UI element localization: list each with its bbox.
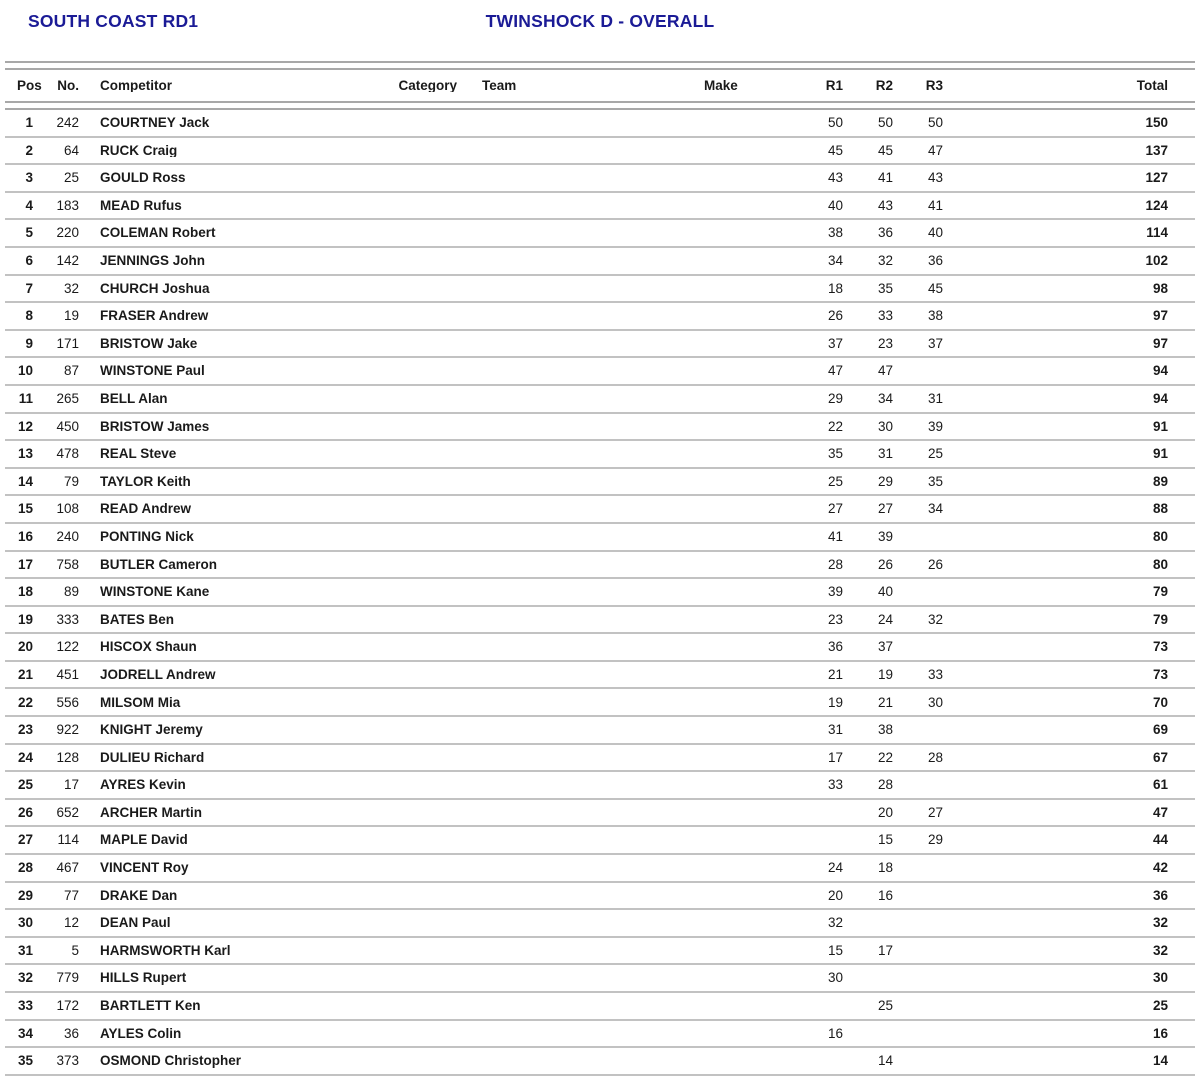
cell-competitor: AYRES Kevin (100, 778, 186, 792)
cell-r1: 34 (827, 254, 843, 268)
cell-no: 922 (56, 723, 79, 737)
cell-r3: 50 (927, 116, 943, 130)
cell-r1: 24 (827, 861, 843, 875)
cell-no: 17 (63, 778, 79, 792)
cell-competitor: VINCENT Roy (100, 861, 189, 875)
cell-pos: 9 (25, 336, 33, 351)
cell-r2: 30 (877, 419, 893, 434)
cell-pos: 31 (17, 943, 33, 958)
cell-r3: 30 (927, 695, 943, 710)
cell-pos: 20 (17, 640, 33, 654)
cell-r3: 36 (927, 254, 943, 268)
table-row (5, 220, 1195, 248)
cell-no: 128 (56, 750, 79, 765)
cell-r2: 47 (877, 364, 893, 378)
col-header-r2: R2 (875, 78, 893, 93)
cell-no: 122 (56, 640, 79, 654)
cell-r1: 31 (827, 723, 843, 737)
cell-total: 79 (1152, 585, 1168, 599)
cell-no: 19 (63, 309, 79, 323)
cell-no: 77 (63, 888, 79, 903)
cell-total: 114 (1146, 226, 1168, 240)
cell-total: 16 (1152, 1026, 1168, 1041)
cell-no: 220 (56, 226, 79, 240)
cell-total: 32 (1152, 943, 1168, 958)
cell-r2: 50 (877, 116, 893, 130)
cell-r3: 39 (927, 419, 943, 434)
cell-r2: 16 (877, 888, 893, 903)
table-row (5, 496, 1195, 524)
cell-r1: 16 (827, 1026, 843, 1041)
cell-r1: 43 (827, 171, 843, 185)
table-row (5, 138, 1195, 166)
cell-r2: 21 (877, 695, 893, 710)
cell-competitor: BATES Ben (100, 612, 175, 627)
cell-total: 69 (1152, 723, 1168, 737)
table-row (5, 165, 1195, 193)
table-row (5, 910, 1195, 938)
cell-pos: 25 (17, 778, 33, 792)
table-row (5, 965, 1195, 993)
cell-total: 67 (1152, 750, 1168, 765)
table-row (5, 441, 1195, 469)
cell-pos: 19 (17, 612, 33, 627)
cell-total: 36 (1152, 888, 1168, 903)
cell-r3: 40 (927, 226, 943, 240)
cell-competitor: RUCK Craig (100, 143, 178, 158)
cell-r1: 20 (827, 888, 843, 903)
cell-r3: 33 (927, 667, 943, 682)
cell-total: 89 (1152, 474, 1168, 489)
cell-total: 61 (1152, 778, 1168, 792)
cell-pos: 33 (17, 999, 33, 1013)
cell-pos: 22 (17, 695, 33, 710)
cell-r1: 35 (827, 447, 843, 461)
cell-total: 73 (1152, 640, 1168, 654)
col-header-category: Category (398, 78, 457, 93)
cell-r3: 28 (927, 750, 943, 765)
cell-r3: 37 (927, 336, 943, 351)
cell-competitor: DULIEU Richard (100, 750, 205, 765)
table-row (5, 414, 1195, 442)
cell-r3: 35 (927, 474, 943, 489)
table-row (5, 993, 1195, 1021)
table-row (5, 662, 1195, 690)
cell-competitor: BRISTOW James (100, 419, 210, 434)
cell-competitor: MEAD Rufus (100, 198, 182, 213)
cell-r2: 41 (877, 171, 893, 185)
cell-total: 91 (1152, 419, 1168, 434)
cell-no: 240 (56, 529, 79, 544)
cell-pos: 17 (17, 557, 33, 572)
cell-no: 89 (63, 585, 79, 599)
cell-r1: 23 (827, 612, 843, 627)
cell-total: 70 (1152, 695, 1168, 710)
cell-competitor: MAPLE David (100, 833, 188, 847)
cell-competitor: ARCHER Martin (100, 805, 203, 820)
cell-no: 172 (56, 999, 79, 1013)
cell-pos: 29 (17, 888, 33, 903)
cell-r2: 26 (877, 557, 893, 572)
cell-pos: 15 (17, 502, 33, 516)
cell-pos: 16 (17, 529, 33, 544)
cell-no: 467 (56, 861, 79, 875)
col-header-competitor: Competitor (100, 78, 172, 93)
cell-no: 36 (63, 1026, 79, 1041)
cell-r2: 32 (877, 254, 893, 268)
col-header-total: Total (1136, 78, 1168, 93)
table-row (5, 800, 1195, 828)
cell-pos: 35 (17, 1054, 33, 1068)
cell-r1: 33 (827, 778, 843, 792)
cell-r2: 23 (877, 336, 893, 351)
cell-r1: 29 (827, 391, 843, 406)
cell-r1: 30 (827, 971, 843, 985)
cell-r2: 45 (877, 143, 893, 158)
cell-pos: 32 (17, 971, 33, 985)
cell-no: 32 (63, 281, 79, 296)
cell-r1: 17 (827, 750, 843, 765)
cell-no: 12 (63, 916, 79, 930)
cell-r3: 27 (927, 805, 943, 820)
cell-pos: 23 (17, 723, 33, 737)
cell-r1: 37 (827, 336, 843, 351)
cell-r3: 45 (927, 281, 943, 296)
cell-r2: 43 (877, 198, 893, 213)
cell-r3: 38 (927, 309, 943, 323)
cell-total: 32 (1152, 916, 1168, 930)
cell-pos: 2 (25, 143, 33, 158)
col-header-pos: Pos (17, 78, 42, 93)
cell-pos: 8 (25, 309, 33, 323)
cell-pos: 6 (25, 254, 33, 268)
cell-r3: 26 (927, 557, 943, 572)
title-bar (0, 0, 1200, 61)
cell-r3: 29 (927, 833, 943, 847)
cell-pos: 1 (25, 116, 33, 130)
cell-no: 114 (57, 833, 79, 847)
cell-total: 47 (1152, 805, 1168, 820)
cell-competitor: BRISTOW Jake (100, 336, 198, 351)
cell-total: 150 (1145, 116, 1168, 130)
cell-competitor: HILLS Rupert (100, 971, 187, 985)
cell-r1: 32 (827, 916, 843, 930)
cell-no: 171 (56, 336, 79, 351)
table-row (5, 276, 1195, 304)
table-row (5, 469, 1195, 497)
cell-total: 94 (1152, 391, 1168, 406)
table-row (5, 303, 1195, 331)
table-row (5, 717, 1195, 745)
cell-r1: 40 (827, 198, 843, 213)
cell-r2: 39 (877, 529, 893, 544)
cell-no: 183 (56, 198, 79, 213)
cell-competitor: OSMOND Christopher (100, 1054, 242, 1068)
table-row (5, 634, 1195, 662)
cell-r2: 25 (877, 999, 893, 1013)
top-divider (5, 61, 1195, 70)
cell-r3: 32 (927, 612, 943, 627)
cell-competitor: GOULD Ross (100, 171, 186, 185)
cell-r1: 39 (827, 585, 843, 599)
class-title: TWINSHOCK D - OVERALL (485, 11, 715, 31)
col-header-r1: R1 (825, 78, 843, 93)
table-header-row (5, 70, 1195, 101)
cell-competitor: DRAKE Dan (100, 888, 178, 903)
cell-pos: 26 (17, 805, 33, 820)
cell-r3: 43 (927, 171, 943, 185)
cell-no: 79 (63, 474, 79, 489)
cell-no: 779 (56, 971, 79, 985)
cell-no: 450 (56, 419, 79, 434)
cell-r1: 28 (827, 557, 843, 572)
cell-total: 127 (1145, 171, 1168, 185)
cell-pos: 30 (17, 916, 33, 930)
cell-no: 373 (56, 1054, 79, 1068)
cell-r1: 27 (827, 502, 843, 516)
cell-competitor: AYLES Colin (100, 1026, 182, 1041)
cell-r2: 34 (877, 391, 893, 406)
cell-no: 652 (56, 805, 79, 820)
cell-competitor: BUTLER Cameron (100, 557, 218, 572)
table-row (5, 689, 1195, 717)
cell-pos: 10 (17, 364, 33, 378)
table-row (5, 386, 1195, 414)
table-row (5, 883, 1195, 911)
table-row (5, 524, 1195, 552)
cell-r3: 47 (927, 143, 943, 158)
cell-r3: 25 (927, 447, 943, 461)
table-row (5, 607, 1195, 635)
table-row (5, 938, 1195, 966)
cell-competitor: CHURCH Joshua (100, 281, 210, 296)
table-row (5, 248, 1195, 276)
cell-pos: 3 (25, 171, 33, 185)
cell-pos: 28 (17, 861, 33, 875)
cell-total: 137 (1145, 143, 1168, 158)
cell-competitor: TAYLOR Keith (100, 474, 191, 489)
cell-competitor: DEAN Paul (100, 916, 171, 930)
cell-total: 91 (1152, 447, 1168, 461)
cell-no: 142 (56, 254, 79, 268)
col-header-no: No. (57, 78, 79, 93)
col-header-r3: R3 (925, 78, 943, 93)
cell-total: 79 (1152, 612, 1168, 627)
cell-total: 30 (1152, 971, 1168, 985)
cell-competitor: FRASER Andrew (100, 309, 209, 323)
cell-no: 333 (56, 612, 79, 627)
table-row (5, 331, 1195, 359)
cell-r1: 18 (827, 281, 843, 296)
event-title: SOUTH COAST RD1 (28, 11, 199, 31)
cell-competitor: READ Andrew (100, 502, 192, 516)
col-header-team: Team (482, 78, 517, 93)
cell-r1: 19 (827, 695, 843, 710)
cell-r2: 22 (877, 750, 893, 765)
cell-pos: 21 (17, 667, 33, 682)
cell-r2: 19 (877, 667, 893, 682)
cell-r2: 24 (877, 612, 893, 627)
cell-r1: 36 (827, 640, 843, 654)
cell-r2: 15 (877, 833, 893, 847)
table-row (5, 855, 1195, 883)
cell-pos: 34 (17, 1026, 33, 1041)
cell-r1: 21 (827, 667, 843, 682)
cell-no: 451 (56, 667, 79, 682)
cell-r2: 33 (877, 309, 893, 323)
cell-competitor: BELL Alan (100, 391, 168, 406)
cell-r2: 28 (877, 778, 893, 792)
cell-competitor: JENNINGS John (100, 254, 206, 268)
cell-pos: 11 (18, 391, 33, 406)
cell-r1: 15 (827, 943, 843, 958)
cell-pos: 27 (17, 833, 33, 847)
table-row (5, 745, 1195, 773)
cell-total: 97 (1152, 336, 1168, 351)
cell-competitor: COLEMAN Robert (100, 226, 216, 240)
table-row (5, 1021, 1195, 1049)
cell-total: 44 (1152, 833, 1168, 847)
cell-no: 758 (56, 557, 79, 572)
cell-r2: 31 (877, 447, 893, 461)
cell-pos: 18 (17, 585, 33, 599)
cell-no: 87 (63, 364, 79, 378)
cell-r2: 14 (877, 1054, 893, 1068)
cell-total: 80 (1152, 529, 1168, 544)
cell-r2: 27 (877, 502, 893, 516)
cell-pos: 12 (17, 419, 33, 434)
table-row (5, 110, 1195, 138)
cell-r1: 47 (827, 364, 843, 378)
cell-no: 108 (56, 502, 79, 516)
cell-no: 556 (56, 695, 79, 710)
cell-r3: 31 (927, 391, 943, 406)
cell-r1: 50 (827, 116, 843, 130)
cell-r3: 41 (927, 198, 943, 213)
cell-r2: 18 (877, 861, 893, 875)
cell-total: 94 (1152, 364, 1168, 378)
cell-r1: 25 (827, 474, 843, 489)
col-header-make: Make (704, 78, 738, 93)
cell-competitor: JODRELL Andrew (100, 667, 216, 682)
cell-r2: 40 (877, 585, 893, 599)
cell-competitor: BARTLETT Ken (100, 999, 201, 1013)
results-table-body (0, 110, 1200, 1076)
cell-r2: 36 (877, 226, 893, 240)
table-row (5, 358, 1195, 386)
cell-r2: 17 (877, 943, 893, 958)
cell-r1: 26 (827, 309, 843, 323)
cell-total: 42 (1152, 861, 1168, 875)
cell-competitor: MILSOM Mia (100, 695, 181, 710)
table-row (5, 772, 1195, 800)
cell-pos: 14 (17, 474, 33, 489)
cell-competitor: KNIGHT Jeremy (100, 723, 203, 737)
cell-no: 64 (63, 143, 79, 158)
cell-competitor: COURTNEY Jack (100, 116, 210, 130)
cell-total: 25 (1152, 999, 1168, 1013)
cell-no: 478 (56, 447, 79, 461)
cell-r2: 35 (877, 281, 893, 296)
cell-competitor: HISCOX Shaun (100, 640, 197, 654)
header-divider (5, 101, 1195, 110)
cell-no: 242 (56, 116, 79, 130)
cell-total: 80 (1152, 557, 1168, 572)
cell-total: 102 (1145, 254, 1168, 268)
cell-total: 124 (1145, 198, 1168, 213)
cell-r2: 29 (877, 474, 893, 489)
cell-competitor: WINSTONE Paul (100, 364, 205, 378)
cell-competitor: PONTING Nick (100, 529, 194, 544)
cell-pos: 13 (17, 447, 33, 461)
cell-r3: 34 (927, 502, 943, 516)
cell-total: 97 (1152, 309, 1168, 323)
cell-pos: 7 (25, 281, 33, 296)
cell-competitor: WINSTONE Kane (100, 585, 210, 599)
table-row (5, 579, 1195, 607)
cell-pos: 4 (25, 198, 33, 213)
cell-r1: 22 (827, 419, 843, 434)
cell-no: 25 (63, 171, 79, 185)
cell-r2: 37 (877, 640, 893, 654)
cell-total: 98 (1152, 281, 1168, 296)
cell-r1: 41 (827, 529, 843, 544)
cell-no: 5 (71, 943, 79, 958)
cell-total: 14 (1152, 1054, 1168, 1068)
cell-r2: 38 (877, 723, 893, 737)
cell-r1: 38 (827, 226, 843, 240)
cell-competitor: REAL Steve (100, 447, 177, 461)
table-row (5, 827, 1195, 855)
cell-r2: 20 (877, 805, 893, 820)
cell-total: 73 (1152, 667, 1168, 682)
cell-total: 88 (1152, 502, 1168, 516)
cell-pos: 5 (25, 226, 33, 240)
table-row (5, 552, 1195, 580)
cell-no: 265 (56, 391, 79, 406)
cell-pos: 24 (17, 750, 33, 765)
table-row (5, 193, 1195, 221)
cell-competitor: HARMSWORTH Karl (100, 943, 231, 958)
table-row (5, 1048, 1195, 1076)
cell-r1: 45 (827, 143, 843, 158)
